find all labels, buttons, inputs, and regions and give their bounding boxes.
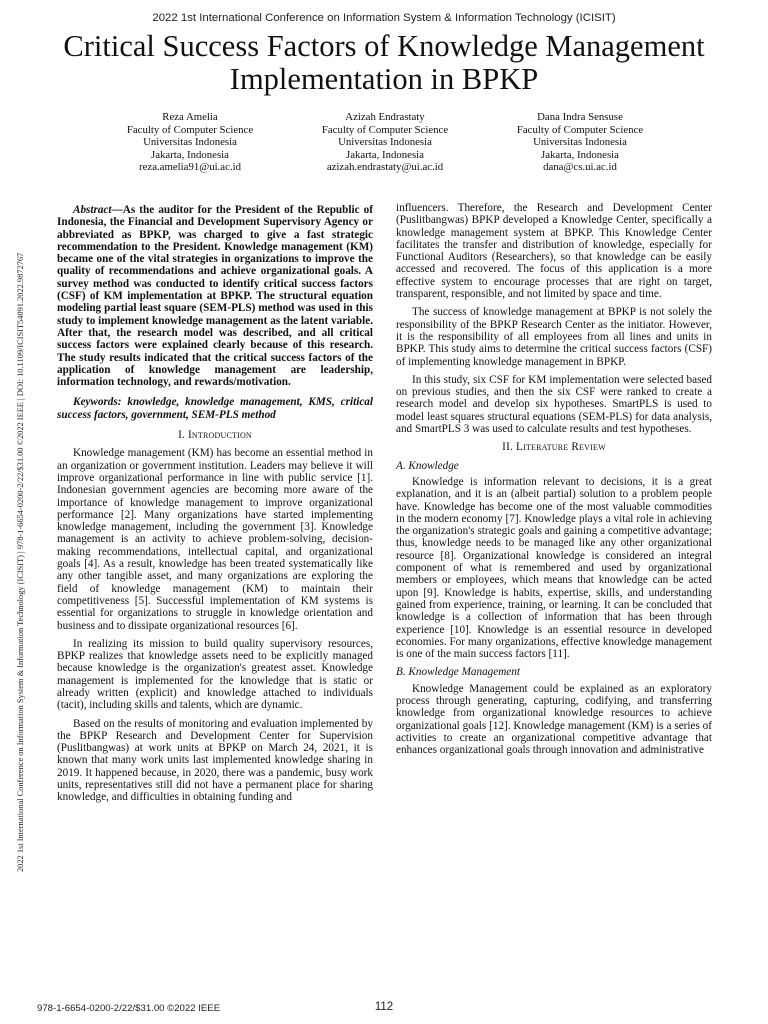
paragraph: The success of knowledge management at BPKP is not solely the responsibility of the BPKP Research Center as the initiator. However, it is the responsibility of all employees from all lines and units in BPKP. This study aims to determine the critical success factors (CSF) of implementing knowledge management in BPKP. <box>396 306 712 368</box>
paragraph: Based on the results of monitoring and evaluation implemented by the BPKP Research and Development Center for Supervision (Puslitbangwas) at work units at BPKP on March 24, 2021, it is known that many work units last implemented knowledge sharing in 2019. It happened because, in 2020, there was a pandemic, busy work units, representatives still did not have a permanent place for sharing knowledge, and difficulties in obtaining funding and <box>57 717 373 804</box>
paper-title: Critical Success Factors of Knowledge Management Implementation in BPKP <box>63 29 705 96</box>
paragraph: Knowledge management (KM) has become an essential method in an organization or government institution. Leaders may believe it will improve organizational performance in line with public service [1]. Indonesian government agencies are becoming more aware of the importance of knowledge management to improve organizational performance [2]. Many organizations have started implementing knowledge management, including the government [3]. Knowledge management is an activity to achieve problem-solving, decision-making recommendations, intellectual capital, and organizational goals [4]. As a result, knowledge has been treated systematically like any other tangible asset, and many organizations are exploring the field of knowledge management (KM) to maintain their competitiveness [5]. Successful implementation of KM systems is essential for organizations to struggle in knowledge orientation and business and to dissipate organizational resources [6]. <box>57 447 373 632</box>
section-heading-literature-review: II. Literature Review <box>502 441 606 454</box>
author-name: Reza Amelia <box>162 111 218 123</box>
author-location: Jakarta, Indonesia <box>151 148 229 161</box>
author-email: azizah.endrastaty@ui.ac.id <box>326 161 444 174</box>
right-column <box>396 202 712 762</box>
author-2 <box>290 111 480 174</box>
author-faculty: Faculty of Computer Science <box>126 123 254 136</box>
keywords-label: Keywords: <box>73 396 122 409</box>
paragraph: Knowledge Management could be explained as an exploratory process through generating, capturing, codifying, and transferring knowledge from organizational knowledge resources to achieve organizational goals [12]. Knowledge management (KM) is a series of activities to create an organizational competitive advantage that enhances organizational goals through innovation and administrative <box>396 682 712 757</box>
author-university: Universitas Indonesia <box>338 136 432 149</box>
author-3 <box>485 111 675 174</box>
paragraph: In realizing its mission to build quality supervisory resources, BPKP realizes that knowledge assets need to be explicitly managed because knowledge is the organization's greatest asset. Knowledge management is implemented for the knowledge that is static or already written (explicit) and knowledge attached to individuals (tacit), including skills and talents, which are dynamic. <box>57 637 373 712</box>
keywords <box>57 396 373 421</box>
doi-sidebar-text: 2022 1st International Conference on Information System & Information Technology (ICISIT) | 978-1-6654-0200-2/22/$31.00 ©2022 IEEE | DOI: 10.1109/ICISIT54091.2022.9872767 <box>16 252 25 872</box>
author-1 <box>95 111 285 174</box>
author-email: dana@cs.ui.ac.id <box>543 161 617 174</box>
author-university: Universitas Indonesia <box>143 136 237 149</box>
page-number: 112 <box>374 1001 394 1013</box>
footer-isbn: 978-1-6654-0200-2/22/$31.00 ©2022 IEEE <box>37 1003 221 1014</box>
subsection-heading-knowledge: A. Knowledge <box>396 459 459 472</box>
abstract-label: Abstract <box>73 204 112 216</box>
abstract <box>57 204 373 388</box>
subsection-heading-knowledge-management: B. Knowledge Management <box>396 666 520 679</box>
left-column <box>57 204 373 810</box>
author-location: Jakarta, Indonesia <box>541 148 619 161</box>
author-location: Jakarta, Indonesia <box>346 148 424 161</box>
doi-sidebar <box>14 152 28 872</box>
author-university: Universitas Indonesia <box>533 136 627 149</box>
author-name: Azizah Endrastaty <box>345 111 425 123</box>
conference-header: 2022 1st International Conference on Information System & Information Technology (ICISIT) <box>152 12 616 24</box>
author-block <box>95 111 675 174</box>
abstract-text: —As the auditor for the President of the Republic of Indonesia, the Financial and Development Supervisory Agency or abbreviated as BPKP, was charged to give a fast strategic recommendation to the President. Knowledge management (KM) became one of the vital strategies in organizations to improve the quality of recommendations and achieve organizational goals. A survey method was conducted to identify critical success factors (CSF) of KM implementation at BPKP. The structural equation modeling partial least square (SEM-PLS) method was used in this study to implement knowledge management as the latent variable. After that, the research model was described, and all critical success factors were explained clearly because of this research. The study results indicated that the critical success factors of the application of knowledge management are leadership, information technology, and rewards/motivation. <box>57 204 373 389</box>
paragraph: Knowledge is information relevant to decisions, it is a great explanation, and it is an (albeit partial) solution to a problem people have. Knowledge has become one of the most valuable commodities in the modern economy [7]. Knowledge plays a vital role in achieving the organization's strategic goals and gaining a competitive advantage; thus, knowledge needs to be managed like any other organizational resource [8]. Organizational knowledge is considered an integral component of what is remembered and used by organizational members or employees, which means that knowledge can be acted upon [9]. Knowledge is habits, expertise, skills, and understanding gained from experience, training, or learning. It can be concluded that knowledge is a collection of information that has been through experience [10]. Knowledge is an essential resource in developed economies. For many organizations, effective knowledge management is one of the main success factors [11]. <box>396 475 712 661</box>
author-faculty: Faculty of Computer Science <box>321 123 449 136</box>
paragraph: influencers. Therefore, the Research and Development Center (Puslitbangwas) BPKP developed a Knowledge Center, specifically a knowledge management system at BPKP. This Knowledge Center facilitates the transfer and distribution of knowledge, especially for Functional Auditors (Researchers), so that knowledge can be easily accessed and recovered. The focus of this application is a more effective system to encourage processes that are right on target, transparent, responsible, and not limited by space and time. <box>396 202 712 301</box>
author-faculty: Faculty of Computer Science <box>516 123 644 136</box>
author-name: Dana Indra Sensuse <box>537 111 623 123</box>
keywords-text: knowledge, knowledge management, KMS, critical success factors, government, SEM-PLS method <box>57 396 373 421</box>
section-heading-introduction: I. Introduction <box>178 429 252 442</box>
author-email: reza.amelia91@ui.ac.id <box>139 161 241 174</box>
paragraph: In this study, six CSF for KM implementation were selected based on previous studies, and then the six CSF were ranked to create a research model and develop six hypotheses. SmartPLS is used to model least squares structural equations (SEM-PLS) for data analysis, and SmartPLS 3 was used to calculate results and test hypotheses. <box>396 373 712 436</box>
